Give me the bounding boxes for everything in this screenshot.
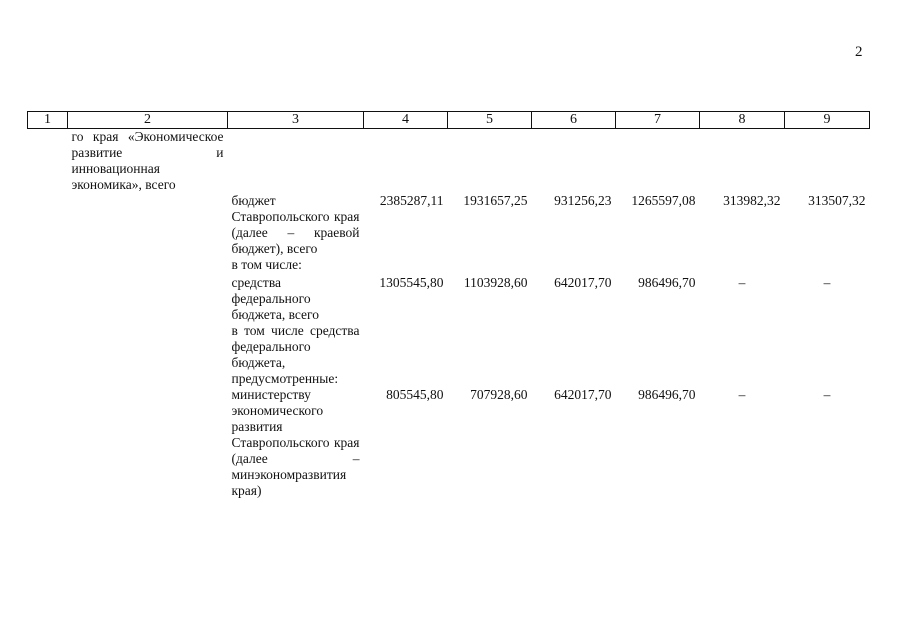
value-cell: 642017,70 — [554, 275, 612, 290]
value-cell — [700, 323, 785, 387]
value-cell — [364, 257, 448, 275]
source-cell: в том числе: — [231, 257, 302, 272]
value-cell — [700, 257, 785, 275]
value-cell — [532, 323, 616, 387]
value-cell: – — [823, 275, 831, 290]
value-cell: 986496,70 — [638, 275, 696, 290]
column-number-row — [28, 112, 870, 129]
value-cell — [785, 257, 870, 275]
row-index-cell — [28, 193, 68, 257]
page-number: 2 — [855, 44, 863, 60]
value-cell: 1103928,60 — [463, 275, 528, 290]
value-cell: – — [823, 387, 831, 402]
value-cell — [785, 323, 870, 387]
program-name-cell: го края «Экономическое развитие и инновационная экономика», всего — [71, 129, 224, 192]
value-cell — [532, 129, 616, 194]
value-cell — [448, 323, 532, 387]
value-cell — [616, 323, 700, 387]
source-cell: министерству экономического развития Ставропольского края (далее – минэкономразвития края) — [231, 387, 360, 498]
value-cell — [364, 323, 448, 387]
source-cell: бюджет Ставропольского края (далее – краевой бюджет), всего — [231, 193, 360, 256]
value-cell — [785, 129, 870, 194]
source-cell — [228, 129, 364, 194]
table-row — [28, 387, 870, 499]
value-cell — [448, 257, 532, 275]
column-number-9: 9 — [785, 112, 870, 129]
row-index-cell — [28, 129, 68, 194]
column-number-6: 6 — [532, 112, 616, 129]
budget-table — [27, 111, 870, 499]
table-header — [28, 112, 870, 129]
table-row — [28, 129, 870, 194]
value-cell: 313982,32 — [723, 193, 781, 208]
value-cell — [616, 257, 700, 275]
program-name-cell — [68, 193, 228, 257]
table-row — [28, 275, 870, 323]
value-cell — [616, 129, 700, 194]
source-cell: средства федерального бюджета, всего — [231, 275, 319, 322]
column-number-7: 7 — [616, 112, 700, 129]
program-name-cell — [68, 387, 228, 499]
row-index-cell — [28, 257, 68, 275]
table-row — [28, 323, 870, 387]
program-name-cell — [68, 275, 228, 323]
value-cell — [448, 129, 532, 194]
value-cell: 1931657,25 — [463, 193, 528, 208]
column-number-1: 1 — [28, 112, 68, 129]
value-cell: – — [738, 387, 746, 402]
row-index-cell — [28, 275, 68, 323]
source-cell: в том числе средства федерального бюджета, предусмотренные: — [231, 323, 360, 386]
row-index-cell — [28, 387, 68, 499]
value-cell: 707928,60 — [470, 387, 528, 402]
value-cell: 1305545,80 — [379, 275, 444, 290]
value-cell: 2385287,11 — [379, 193, 444, 208]
column-number-3: 3 — [228, 112, 364, 129]
value-cell: 986496,70 — [638, 387, 696, 402]
column-number-4: 4 — [364, 112, 448, 129]
column-number-8: 8 — [700, 112, 785, 129]
value-cell: 642017,70 — [554, 387, 612, 402]
table-row — [28, 193, 870, 257]
value-cell: 1265597,08 — [631, 193, 696, 208]
value-cell — [364, 129, 448, 194]
value-cell — [700, 129, 785, 194]
program-name-cell — [68, 257, 228, 275]
value-cell: 931256,23 — [554, 193, 612, 208]
program-name-cell — [68, 323, 228, 387]
value-cell: 805545,80 — [386, 387, 444, 402]
table-row — [28, 257, 870, 275]
value-cell — [532, 257, 616, 275]
column-number-2: 2 — [68, 112, 228, 129]
value-cell: – — [738, 275, 746, 290]
column-number-5: 5 — [448, 112, 532, 129]
value-cell: 313507,32 — [808, 193, 866, 208]
row-index-cell — [28, 323, 68, 387]
